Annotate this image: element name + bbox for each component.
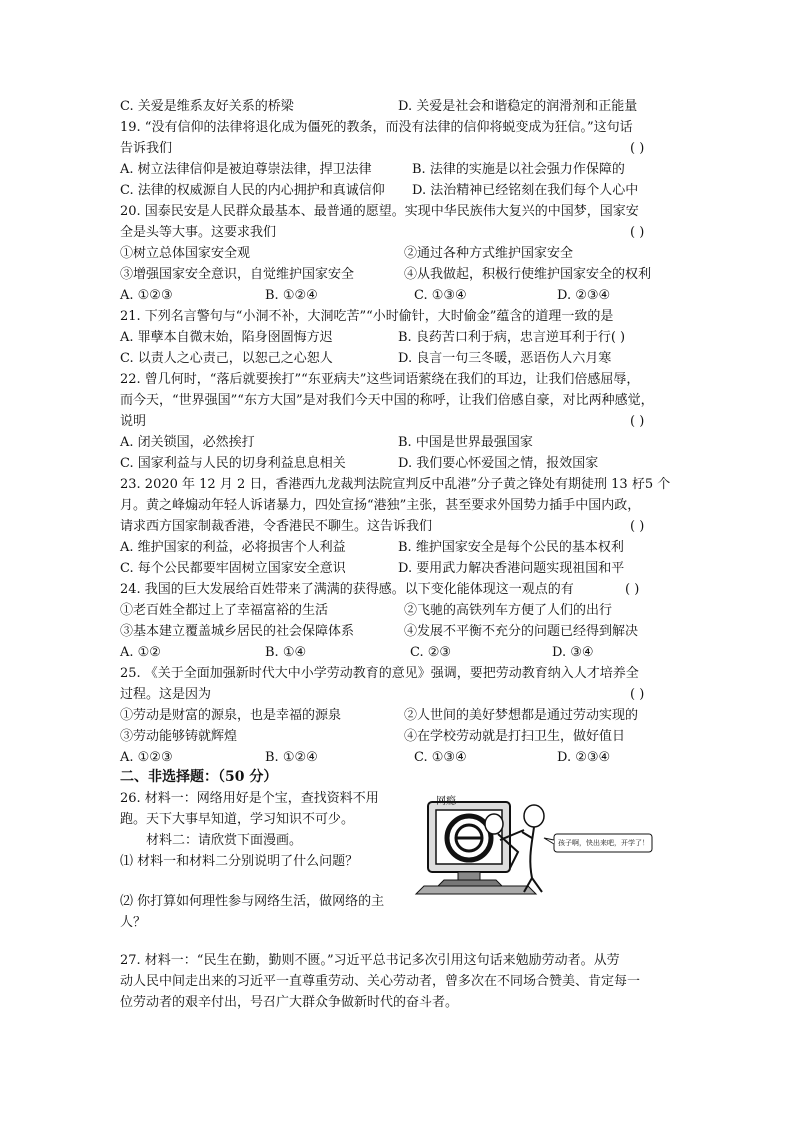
q23-stem-line1: 23. 2020 年 12 月 2 日，香港西九龙裁判法院宣判反中乱港”分子黄之锋处有期徒刑 13 杍5 个 [120, 477, 671, 492]
q19-stem-line2: 告诉我们 [120, 141, 173, 156]
q24-stem-line1: 24. 我国的巨大发展给百姓带来了满满的获得感。以下变化能体现这一观点的有 [120, 582, 574, 597]
q21-option-b: B. 良药苦口利于病，忠言逆耳利于行( ) [398, 330, 626, 345]
q22-option-a: A. 闭关锁国，必然挨打 [120, 435, 255, 450]
q19-option-b: B. 法律的实施是以社会强力作保障的 [412, 162, 625, 177]
q21-option-a: A. 罪孽本自微末始，陷身囹圄悔方迟 [120, 330, 333, 345]
q20-option-b: B. ①②④ [265, 288, 318, 303]
q22-stem-line3: 说明 [120, 414, 147, 429]
q20-statement-3: ③增强国家安全意识，自觉维护国家安全 [120, 267, 355, 282]
q18-option-d: D. 关爱是社会和谐稳定的润滑剂和正能量 [398, 99, 638, 114]
q25-statement-3: ③劳动能够铸就辉煌 [120, 729, 238, 744]
q26-subquestion-1: ⑴ 材料一和材料二分别说明了什么问题？ [120, 854, 359, 869]
q23-option-a: A. 维护国家的利益，必将损害个人利益 [120, 540, 346, 555]
q25-answer-bracket: ( ) [630, 687, 645, 702]
q27-material1-line3: 位劳动者的艰辛付出，号召广大群众争做新时代的奋斗者。 [120, 995, 459, 1010]
q22-answer-bracket: ( ) [630, 414, 645, 429]
internet-addiction-cartoon [406, 788, 656, 900]
q24-answer-bracket: ( ) [625, 582, 640, 597]
q21-option-d: D. 良言一句三冬暖，恶语伤人六月寒 [398, 351, 612, 366]
q19-option-d: D. 法治精神已经铭刻在我们每个人心中 [412, 183, 639, 198]
q26-material1-line2: 跑。天下大事早知道，学习知识不可少。 [120, 812, 355, 827]
q25-option-b: B. ①②④ [265, 750, 318, 765]
q20-stem-line1: 20. 国泰民安是人民群众最基本、最普通的愿望。实现中华民族伟大复兴的中国梦，国家安 [120, 204, 639, 219]
q24-statement-2: ②飞驰的高铁列车方便了人们的出行 [404, 603, 613, 618]
q22-option-d: D. 我们要心怀爱国之情，报效国家 [398, 456, 599, 471]
q25-stem-line1: 25. 《关于全面加强新时代大中小学劳动教育的意见》强调，要把劳动教育纳入人才培养全 [120, 666, 639, 681]
q22-option-b: B. 中国是世界最强国家 [398, 435, 533, 450]
q20-option-c: C. ①③④ [414, 288, 467, 303]
q26-material2: 材料二：请欣赏下面漫画。 [146, 833, 303, 848]
q25-option-d: D. ②③④ [557, 750, 611, 765]
q23-option-d: D. 要用武力解决香港问题实现祖国和平 [398, 561, 625, 576]
q24-option-a: A. ①② [120, 645, 161, 660]
q18-option-c: C. 关爱是维系友好关系的桥梁 [120, 99, 294, 114]
q20-statement-4: ④从我做起，积极行使维护国家安全的权利 [404, 267, 652, 282]
q20-option-d: D. ②③④ [557, 288, 611, 303]
q25-stem-line2: 过程。这是因为 [120, 687, 212, 702]
q26-subquestion-2-line1: ⑵ 你打算如何理性参与网络生活，做网络的主 [120, 894, 385, 909]
q22-stem-line1: 22. 曾几何时，“落后就要挨打”“东亚病夫”这些词语萦绕在我们的耳边，让我们倍感屈辱， [120, 372, 640, 387]
q19-stem-line1: 19. “没有信仰的法律将退化成为僵死的教条，而没有法律的信仰将蜕变成为狂信。”这句话 [120, 120, 633, 135]
cartoon-speech-bubble: 孩子啊，快出来吧，开学了！ [558, 839, 649, 847]
q25-statement-2: ②人世间的美好梦想都是通过劳动实现的 [404, 708, 639, 723]
q23-stem-line3: 请求西方国家制裁香港，令香港民不聊生。这告诉我们 [120, 519, 433, 534]
q20-statement-2: ②通过各种方式维护国家安全 [404, 246, 574, 261]
q26-subquestion-2-line2: 人？ [120, 915, 147, 930]
q21-stem-line1: 21. 下列名言警句与“小洞不补，大洞吃苦”“小时偷针，大时偷金”蕴含的道理一致的是 [120, 309, 614, 324]
cartoon-label: 网瘾 [436, 796, 456, 807]
q19-answer-bracket: ( ) [630, 141, 645, 156]
q25-statement-4: ④在学校劳动就是打扫卫生，做好值日 [404, 729, 626, 744]
q25-option-a: A. ①②③ [120, 750, 173, 765]
q26-material1-line1: 26. 材料一：网络用好是个宝，查找资料不用 [120, 791, 379, 806]
q23-answer-bracket: ( ) [630, 519, 645, 534]
q19-option-a: A. 树立法律信仰是被迫尊崇法律，捍卫法律 [120, 162, 372, 177]
q24-option-d: D. ③④ [552, 645, 594, 660]
q24-option-b: B. ①④ [265, 645, 307, 660]
q20-answer-bracket: ( ) [630, 225, 645, 240]
section-title: 二、非选择题：（50 分） [120, 769, 278, 785]
q22-stem-line2: 而今天，“世界强国”“东方大国”是对我们今天中国的称呼，让我们倍感自豪，对比两种感觉， [120, 393, 654, 408]
q25-option-c: C. ①③④ [414, 750, 467, 765]
q23-option-b: B. 维护国家安全是每个公民的基本权利 [398, 540, 624, 555]
q27-material1-line2: 动人民中间走出来的习近平一直尊重劳动、关心劳动者，曾多次在不同场合赞美、肯定每一 [120, 974, 641, 989]
q24-statement-3: ③基本建立覆盖城乡居民的社会保障体系 [120, 624, 355, 639]
q22-option-c: C. 国家利益与人民的切身利益息息相关 [120, 456, 346, 471]
q27-material1-line1: 27. 材料一：“民生在勤，勤则不匮。”习近平总书记多次引用这句话来勉励劳动者。从劳 [120, 953, 620, 968]
q24-statement-1: ①老百姓全都过上了幸福富裕的生活 [120, 603, 329, 618]
q25-statement-1: ①劳动是财富的源泉，也是幸福的源泉 [120, 708, 342, 723]
q23-option-c: C. 每个公民都要牢固树立国家安全意识 [120, 561, 346, 576]
q20-statement-1: ①树立总体国家安全观 [120, 246, 251, 261]
q20-option-a: A. ①②③ [120, 288, 173, 303]
q20-stem-line2: 全是头等大事。这要求我们 [120, 225, 277, 240]
q24-option-c: C. ②③ [410, 645, 452, 660]
q19-option-c: C. 法律的权威源自人民的内心拥护和真诚信仰 [120, 183, 385, 198]
q23-stem-line2: 月。黄之峰煽动年轻人诉诸暴力，四处宣扬“港独”主张，甚至要求外国势力插手中国内政， [120, 498, 641, 513]
q21-option-c: C. 以责人之心责己，以恕己之心恕人 [120, 351, 333, 366]
q24-statement-4: ④发展不平衡不充分的问题已经得到解决 [404, 624, 639, 639]
